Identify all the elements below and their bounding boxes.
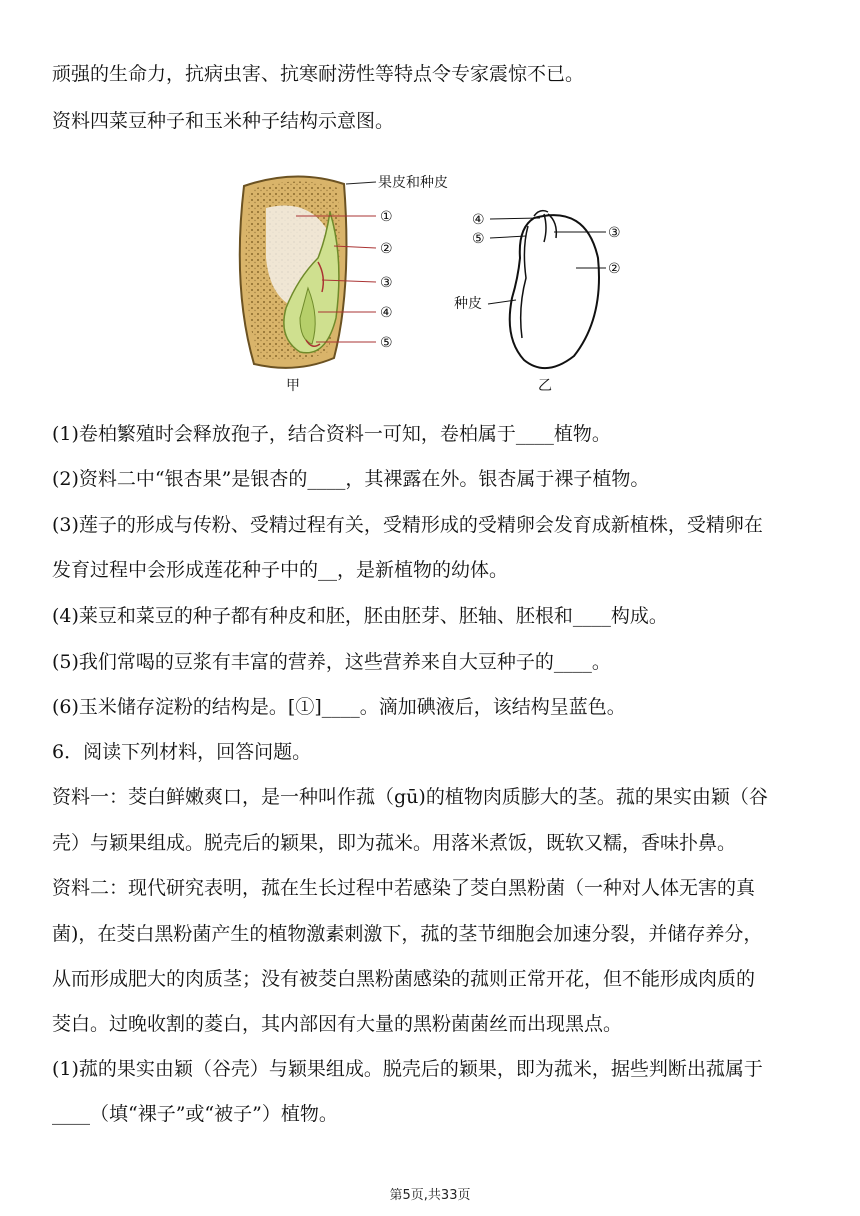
corn-label-pericarp: 果皮和种皮 [378,175,448,191]
bean-label-5: ⑤ [472,231,485,247]
bean-label-3: ③ [608,225,621,241]
bean-label-seed-coat: 种皮 [454,296,482,312]
question-6: (6)玉米储存淀粉的结构是。[①]____。滴加碘液后，该结构呈蓝色。 [52,696,626,718]
question-5: (5)我们常喝的豆浆有丰富的营养，这些营养来自大豆种子的____。 [52,651,611,673]
corn-caption: 甲 [286,378,300,394]
question-2: (2)资料二中“银杏果”是银杏的____，其裸露在外。银杏属于裸子植物。 [52,468,650,490]
question-1: (1)卷柏繁殖时会释放孢子，结合资料一可知，卷柏属于____植物。 [52,423,611,445]
material-2-line-2: 菌)，在茭白黑粉菌产生的植物激素刺激下，菰的茎节细胞会加速分裂，并储存养分， [52,923,763,945]
text-line: 资料四菜豆种子和玉米种子结构示意图。 [52,110,395,132]
bean-seed-diagram [454,211,621,394]
material-2-line-1: 资料二：现代研究表明，菰在生长过程中若感染了茭白黑粉菌（一种对人体无害的真 [52,877,756,899]
corn-label-3: ③ [380,275,393,291]
corn-seed-diagram [240,174,448,394]
corn-label-2: ② [380,241,393,257]
material-2-line-3: 从而形成肥大的肉质茎；没有被茭白黑粉菌感染的菰则正常开花，但不能形成肉质的 [52,968,756,990]
question-4: (4)莱豆和菜豆的种子都有种皮和胚，胚由胚芽、胚轴、胚根和____构成。 [52,605,668,627]
bean-caption: 乙 [538,378,552,394]
bean-label-2: ② [608,261,621,277]
bean-label-4: ④ [472,212,485,228]
seed-structure-figure [226,168,646,400]
material-1-line-1: 资料一：茭白鲜嫩爽口，是一种叫作菰（gū)的植物肉质膨大的茎。菰的果实由颖（谷 [52,786,768,808]
section-heading: 6．阅读下列材料，回答问题。 [52,741,312,763]
material-1-line-2: 壳）与颖果组成。脱壳后的颖果，即为菰米。用落米煮饭，既软又糯，香味扑鼻。 [52,832,737,854]
question-3-line-1: (3)莲子的形成与传粉、受精过程有关，受精形成的受精卵会发育成新植株，受精卵在 [52,514,763,536]
page-footer: 第5页,共33页 [389,1188,471,1203]
corn-label-1: ① [380,209,393,225]
corn-label-4: ④ [380,305,393,321]
question-6-1-line-1: (1)菰的果实由颖（谷壳）与颖果组成。脱壳后的颖果，即为菰米，据些判断出菰属于 [52,1058,763,1080]
material-2-line-4: 茭白。过晚收割的菱白，其内部因有大量的黑粉菌菌丝而出现黑点。 [52,1013,623,1035]
corn-label-5: ⑤ [380,335,393,351]
text-line: 顽强的生命力，抗病虫害、抗寒耐涝性等特点令专家震惊不已。 [52,63,585,85]
question-3-line-2: 发育过程中会形成莲花种子中的__，是新植物的幼体。 [52,559,509,581]
question-6-1-line-2: ____（填“裸子”或“被子”）植物。 [52,1103,338,1125]
